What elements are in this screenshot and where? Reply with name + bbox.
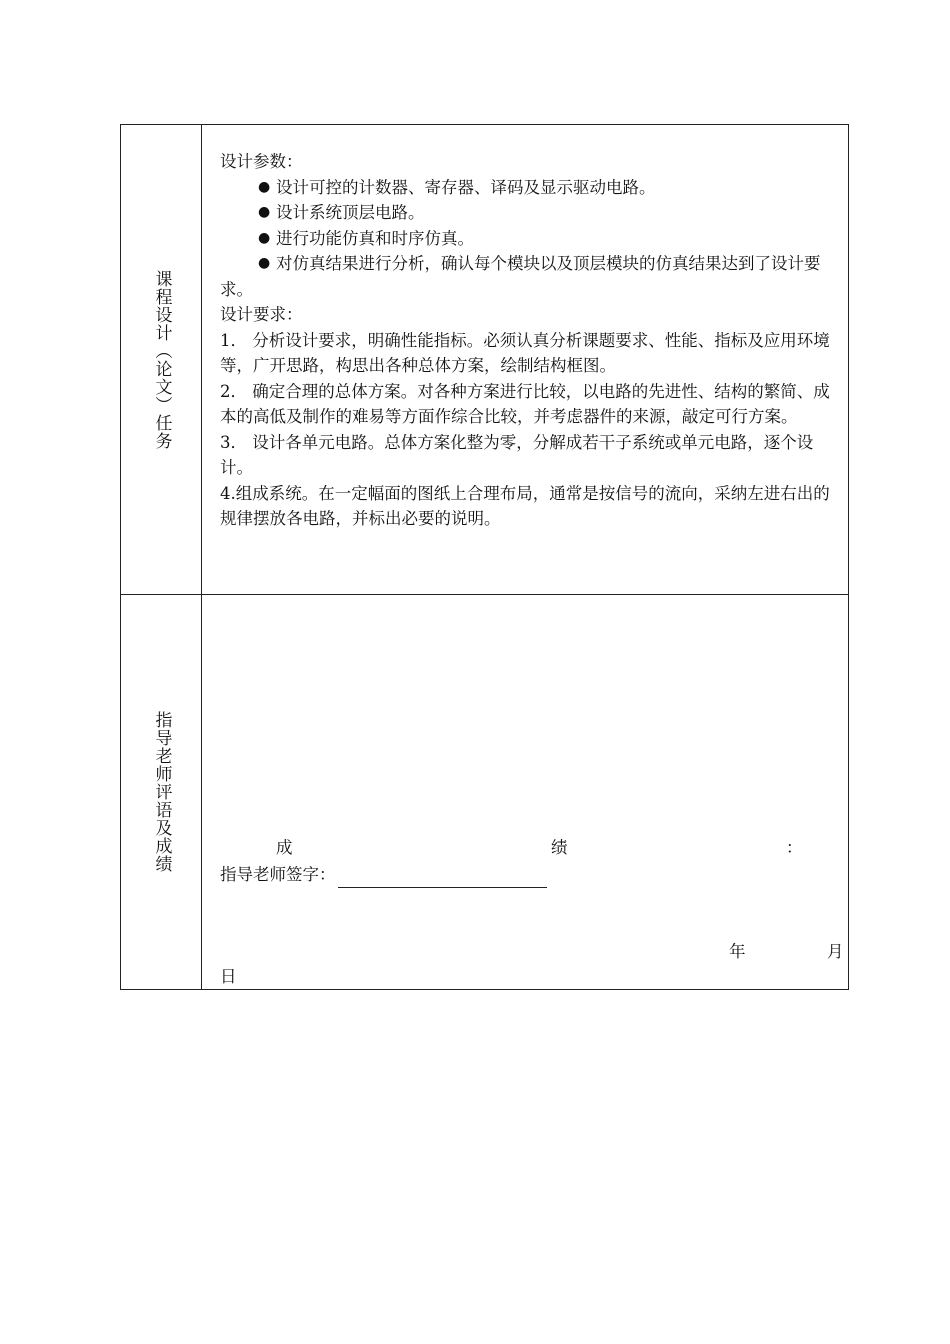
- requirement-item: 4.组成系统。在一定幅面的图纸上合理布局，通常是按信号的流向，采纳左进右出的规律摆放各电路，并标出必要的说明。: [220, 483, 830, 528]
- requirements-heading: 设计要求：: [220, 305, 303, 324]
- grade-label-char-2: 绩: [551, 838, 568, 857]
- params-heading: 设计参数：: [220, 152, 303, 171]
- day-label: 日: [220, 967, 237, 986]
- requirement-item: 2． 确定合理的总体方案。对各种方案进行比较，以电路的先进性、结构的繁简、成本的高低及制作的难易等方面作综合比较，并考虑器件的来源，敲定可行方案。: [220, 381, 830, 426]
- grade-line: [220, 835, 844, 861]
- signature-label: 指导老师签字：: [220, 865, 336, 884]
- bullet-item: ● 对仿真结果进行分析，确认每个模块以及顶层模块的仿真结果达到了设计要求。: [220, 251, 844, 302]
- grade-label-char-1: 成: [276, 838, 293, 857]
- params-bullet-list: [220, 175, 844, 303]
- signature-field[interactable]: [338, 868, 547, 888]
- bullet-dot-icon: ●: [258, 178, 271, 195]
- bullet-dot-icon: ●: [258, 229, 271, 246]
- task-row-label: 课程设计（论文）任务: [151, 269, 172, 450]
- course-design-form-table: [120, 124, 849, 990]
- comment-content-cell: [202, 595, 848, 989]
- bullet-item: ● 设计可控的计数器、寄存器、译码及显示驱动电路。: [220, 175, 844, 201]
- comment-row-label: 指导老师评语及成绩: [151, 711, 172, 873]
- bullet-item: ● 进行功能仿真和时序仿真。: [220, 226, 844, 252]
- grade-colon: ：: [786, 838, 803, 857]
- comment-row: [121, 595, 848, 989]
- task-label-cell: [121, 125, 202, 594]
- bullet-item: ● 设计系统顶层电路。: [220, 200, 844, 226]
- bullet-dot-icon: ●: [258, 255, 271, 271]
- bullet-dot-icon: ●: [258, 204, 271, 220]
- signature-line: [220, 862, 844, 888]
- requirement-item: 1． 分析设计要求，明确性能指标。必须认真分析课题要求、性能、指标及应用环境等，广开思路，构思出各种总体方案，绘制结构框图。: [220, 330, 830, 375]
- task-content-cell: [202, 125, 848, 594]
- month-label: 月: [827, 942, 844, 961]
- requirement-item: 3． 设计各单元电路。总体方案化整为零，分解成若干子系统或单元电路，逐个设计。: [220, 432, 814, 477]
- task-row: [121, 125, 848, 595]
- comment-label-cell: [121, 595, 202, 989]
- year-label: 年: [729, 942, 746, 961]
- date-line: [220, 939, 844, 965]
